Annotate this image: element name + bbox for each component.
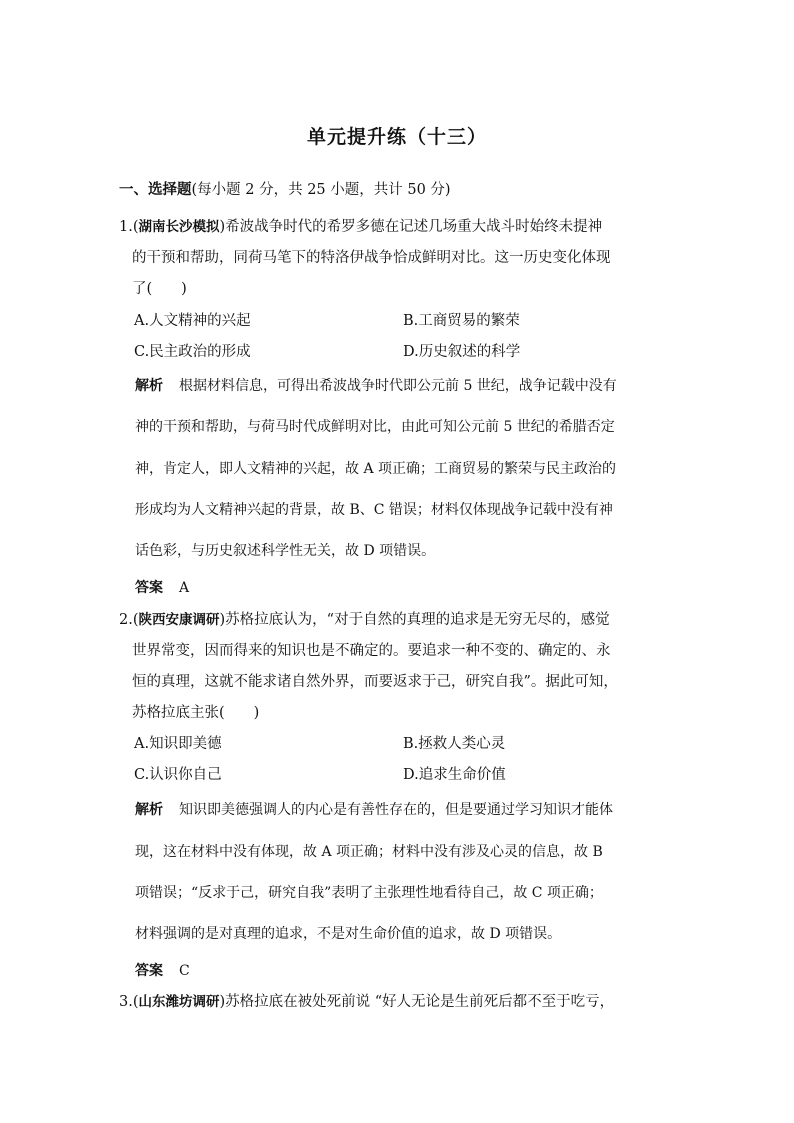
- option-b: B.工商贸易的繁荣: [403, 313, 520, 329]
- answer-label: 答案: [135, 963, 163, 979]
- question-1-line-1: [119, 215, 602, 236]
- analysis-line-5: 话色彩，与历史叙述科学性无关，故 D 项错误。: [135, 543, 436, 559]
- question-3-line-1: [119, 990, 614, 1011]
- question-source: 陕西安康调研: [138, 612, 220, 628]
- question-2-line-2: 世界常变，因而得来的知识也是不确定的。要追求一种不变的、确定的、永: [132, 643, 611, 659]
- answer-line: [135, 577, 189, 597]
- analysis-text: 知识即美德强调人的内心是有善性存在的，但是要通过学习知识才能体: [179, 802, 613, 818]
- analysis-line-4: 形成均为人文精神兴起的背景，故 B、C 错误；材料仅体现战争记载中没有神: [135, 502, 613, 518]
- analysis-line-3: 项错误；“反求于己，研究自我”表明了主张理性地看待自己，故 C 项正确；: [135, 885, 603, 901]
- analysis-label: 解析: [135, 378, 163, 394]
- analysis-line-1: [135, 799, 613, 819]
- answer-value: A: [179, 580, 190, 596]
- analysis-line-2: 神的干预和帮助，与荷马时代成鲜明对比，由此可知公元前 5 世纪的希腊否定: [135, 419, 615, 435]
- question-1-line-2: 的干预和帮助，同荷马笔下的特洛伊战争恰成鲜明对比。这一历史变化体现: [132, 250, 611, 266]
- analysis-label: 解析: [135, 802, 163, 818]
- question-number: 3.(: [119, 994, 139, 1010]
- question-2-line-3: 恒的真理，这就不能求诸自然外界，而要返求于己，研究自我”。据此可知，: [132, 674, 618, 690]
- question-text: )苏格拉底在被处死前说 “好人无论是生前死后都不至于吃亏，: [219, 994, 615, 1010]
- section-note: (每小题 2 分，共 25 小题，共计 50 分): [191, 182, 451, 198]
- answer-value: C: [179, 963, 190, 979]
- question-number: 2.(: [119, 612, 139, 628]
- question-source: 湖南长沙模拟: [138, 219, 220, 235]
- answer-line: [135, 960, 190, 980]
- question-text: )希波战争时代的希罗多德在记述几场重大战斗时始终未提神: [219, 219, 603, 235]
- question-number: 1.(: [119, 219, 139, 235]
- section-title: 一、选择题: [119, 182, 192, 198]
- option-a: A.人文精神的兴起: [134, 313, 251, 329]
- question-1-line-3: 了( ): [132, 281, 187, 297]
- question-2-line-1: [119, 608, 610, 629]
- analysis-line-1: [135, 375, 617, 395]
- question-text: )苏格拉底认为，“对于自然的真理的追求是无穷无尽的，感觉: [219, 612, 610, 628]
- page-title: 单元提升练（十三）: [306, 126, 487, 148]
- question-source: 山东潍坊调研: [138, 994, 220, 1010]
- option-d: D.历史叙述的科学: [403, 344, 521, 360]
- analysis-line-2: 现，这在材料中没有体现，故 A 项正确；材料中没有涉及心灵的信息，故 B: [135, 844, 603, 860]
- analysis-line-4: 材料强调的是对真理的追求，不是对生命价值的追求，故 D 项错误。: [135, 926, 562, 942]
- option-a: A.知识即美德: [134, 736, 222, 752]
- question-2-line-4: 苏格拉底主张( ): [132, 705, 260, 721]
- analysis-text: 根据材料信息，可得出希波战争时代即公元前 5 世纪，战争记载中没有: [179, 378, 617, 394]
- option-b: B.拯救人类心灵: [403, 736, 506, 752]
- option-d: D.追求生命价值: [403, 767, 506, 783]
- option-c: C.民主政治的形成: [134, 344, 251, 360]
- answer-label: 答案: [135, 580, 163, 596]
- option-c: C.认识你自己: [134, 767, 222, 783]
- analysis-line-3: 神，肯定人，即人文精神的兴起，故 A 项正确；工商贸易的繁荣与民主政治的: [135, 461, 617, 477]
- section-heading: [119, 178, 451, 199]
